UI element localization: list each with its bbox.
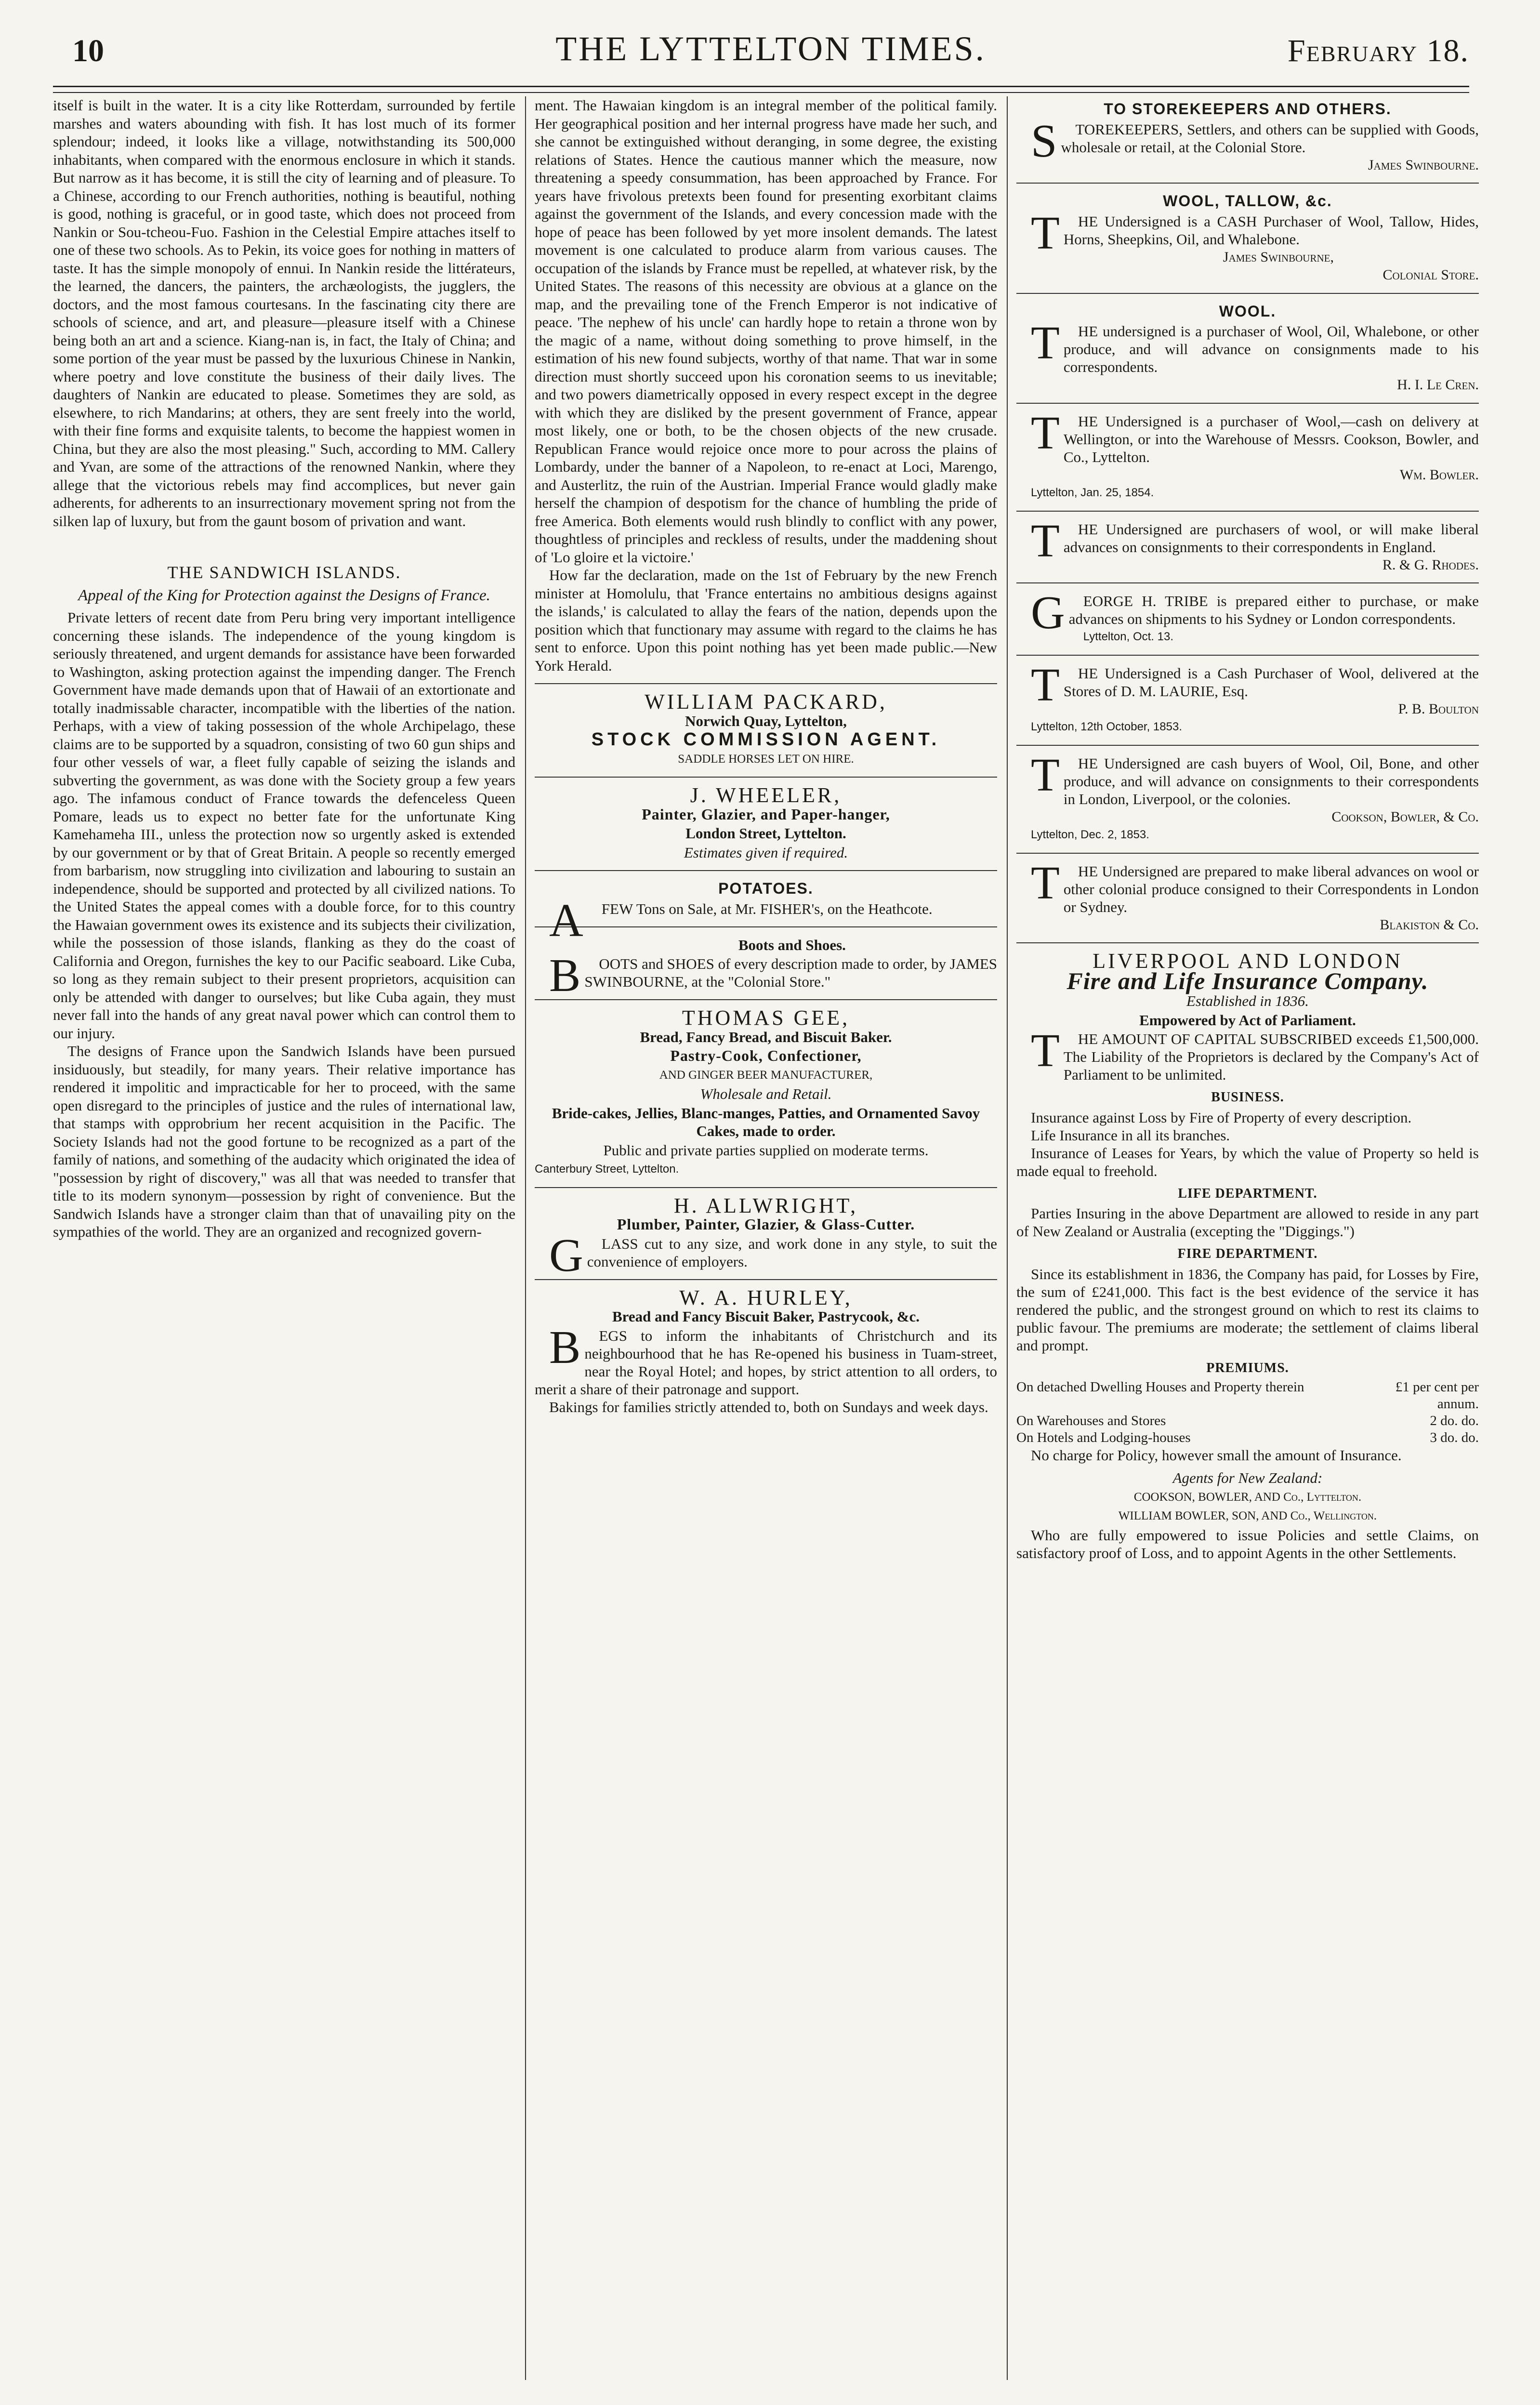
ad-heading: WOOL, TALLOW, &c. (1163, 192, 1332, 210)
closing-text: Who are fully empowered to issue Policies and settle Claims, on satisfactory proof of Loss, and to appoint Agents in the other Settlements. (1016, 1526, 1479, 1561)
ad-signature: James Swinbourne, (1223, 249, 1334, 265)
ad-insurance (1016, 949, 1479, 1562)
ad-text: HE Undersigned is a CASH Purchaser of Wool, Tallow, Hides, Horns, Sheepkins, Oil, and Whalebone. (1063, 212, 1479, 248)
ad-signature: H. I. Le Cren. (1397, 377, 1479, 393)
ad-place-date: Lyttelton, Dec. 2, 1853. (1031, 828, 1149, 841)
ad-place-date: Lyttelton, Jan. 25, 1854. (1031, 486, 1154, 499)
ad-allwright (535, 1193, 997, 1282)
ad-note: Estimates given if required. (684, 844, 848, 861)
ad-text: FEW Tons on Sale, at Mr. FISHER's, on the Heathcote. (601, 900, 933, 917)
ad-trade-3: AND GINGER BEER MANUFACTURER, (659, 1068, 873, 1082)
premium-label: On Hotels and Lodging-houses (1016, 1430, 1191, 1445)
business-item: Life Insurance in all its branches. (1031, 1126, 1230, 1144)
column-2 (535, 96, 997, 2390)
ad-text: EGS to inform the inhabitants of Christchurch and its neighbourhood that he has Re-opened his business in Tuam-street, near the Royal Hotel; and hopes, by strict attention to all orders, to merit a share of their patronage and support. (535, 1327, 997, 1398)
ad-signature: Wm. Bowler. (1399, 466, 1479, 483)
business-item: Insurance of Leases for Years, by which the value of Property so held is made equal to freehold. (1016, 1144, 1479, 1179)
drop-cap: T (1031, 857, 1060, 909)
ad-trade: Painter, Glazier, and Paper-hanger, (642, 805, 890, 823)
drop-cap: G (549, 1229, 583, 1282)
ad-signature: P. B. Boulton (1398, 700, 1479, 717)
ad-bowler (1016, 407, 1479, 502)
ad-divider (1016, 655, 1479, 656)
ad-text: HE undersigned is a purchaser of Wool, Oil, Whalebone, or other produce, and will advance on consignments made to his correspondents. (1063, 323, 1479, 375)
ad-name: W. A. HURLEY, (679, 1285, 853, 1309)
ad-text: OOTS and SHOES of every description made to order, by JAMES SWINBOURNE, at the "Colonial Store." (584, 955, 997, 990)
drop-cap: T (1031, 407, 1060, 459)
article-paragraph: ment. The Hawaian kingdom is an integral member of the political family. Her geographical position and her internal progress have made her such, and she cannot be extinguished without deranging, in some degree, the existing relations of States. Hence the cautious manner which the measure, now threatening a speedy consummation, has been approached by France. For years have frivolous pretexts been found for presenting exorbitant claims against the government of the Islands, and every concession made with the hope of peace has been followed by yet more insolent demands. The latest movement is one calculated to produce alarm from various causes. The occupation of the islands by France must be repelled, at whatever risk, by the United States. The reasons of this necessity are obvious at a glance on the map, and the prevailing tone of the French Emperor is not indicative of peace. 'The nephew of his uncle' can hardly hope to retain a throne won by the magic of a name, without doing something to prove himself, in the estimation of his new found subjects, worthy of that name. That war in some direction must shortly succeed upon his coronation seems to us inevitable; and two powers diametrically opposed in every respect except in the degree with which they are disliked by the present government of France, appear most likely, one or both, to be the chosen objects of the new crusade. Republican France would rejoice once more to pour across the plains of Lombardy, under the banner of a Napoleon, to re-enact at Loci, Marengo, and Austerlitz, the ruin of the Austrian. Imperial France would gladly make herself the champion of despotism for the chance of humbling the pride of free America. Both elements would rush blindly to conflict with any power, thoughtless of principles and reckless of results, under the maddening shout of 'Lo gloire et la victoire.' (535, 97, 997, 566)
ad-divider (1016, 582, 1479, 583)
ad-blakiston (1016, 857, 1479, 934)
ad-divider (1016, 183, 1479, 184)
ad-text: HE Undersigned is a Cash Purchaser of Wool, delivered at the Stores of D. M. LAURIE, Esq. (1063, 664, 1479, 700)
business-item: Insurance against Loss by Fire of Property of every description. (1031, 1109, 1412, 1126)
premium-rate: 3 do. do. (1430, 1430, 1479, 1445)
ad-heading: Boots and Shoes. (738, 936, 846, 953)
ad-boulton (1016, 659, 1479, 736)
newspaper-title: THE LYTTELTON TIMES. (555, 29, 986, 68)
ad-place-date: Lyttelton, 12th October, 1853. (1031, 720, 1182, 733)
ad-signature: Blakiston & Co. (1380, 916, 1479, 933)
agent-line: COOKSON, BOWLER, AND Co., Lyttelton. (1133, 1490, 1362, 1504)
ad-divider (1016, 942, 1479, 943)
premium-row (1016, 1413, 1479, 1429)
premiums-heading: PREMIUMS. (1206, 1360, 1289, 1375)
premium-row (1016, 1379, 1479, 1413)
ad-text: TOREKEEPERS, Settlers, and others can be supplied with Goods, wholesale or retail, at the Colonial Store. (1061, 120, 1479, 156)
ad-heading: TO STOREKEEPERS AND OTHERS. (1104, 100, 1392, 118)
drop-cap: T (1031, 207, 1060, 259)
life-heading: LIFE DEPARTMENT. (1178, 1186, 1317, 1201)
column-divider (525, 96, 526, 2380)
ad-note: Bakings for families strictly attended to, both on Sundays and week days. (549, 1398, 988, 1415)
ad-place-date: Lyttelton, Oct. 13. (1083, 630, 1173, 643)
article-paragraph: The designs of France upon the Sandwich Islands have been pursued insiduously, but steadily, for many years. Their relative importance has rendered it impolitic and impracticable for her to proceed, with the same open disregard to the principles of justice and the rules of international law, that stamps with opprobrium her recent acquisition in the Pacific. The Society Islands had not the good fortune to be recognized as a part of the family of nations, and something of the audacity which originated the idea of "possession by right of discovery," was all that was needed to transfer that title to its modern synonym—possession by right of convenience. But the Sandwich Islands have a stronger claim than that of unavailing pity on the sympathies of the world. They are an organized and recognized govern- (53, 1043, 515, 1240)
established-line: Established in 1836. (1186, 992, 1309, 1009)
ad-boots (535, 936, 997, 1002)
ad-gee (535, 1006, 997, 1178)
drop-cap: T (1031, 749, 1060, 801)
ad-text: HE Undersigned is a purchaser of Wool,—cash on delivery at Wellington, or into the Warehouse of Messrs. Cookson, Bowler, and Co., Lyttelton. (1063, 412, 1479, 465)
ad-storekeepers (1016, 100, 1479, 174)
ad-signature: R. & G. Rhodes. (1382, 556, 1479, 573)
section-title: THE SANDWICH ISLANDS. (167, 563, 401, 582)
ad-divider (1016, 403, 1479, 404)
ad-address: Canterbury Street, Lyttelton. (535, 1163, 679, 1176)
article-paragraph: itself is built in the water. It is a city like Rotterdam, surrounded by fertile marshes and waters abounding with fish. It has lost much of its former splendour; indeed, it looks like a village, notwithstanding its 500,000 inhabitants, when compared with the enormous enclosure in which it stands. But narrow as it has become, it is still the city of learning and of pleasure. To a Chinese, according to our French authorities, nothing is beautiful, nothing is good, nothing is graceful, or in good taste, which does not proceed from Nankin or Sou-tcheou-Fuo. Fashion in the Celestial Empire attaches itself to one of these two schools. As to Pekin, its voice goes for nothing in matters of taste. It has the simple monopoly of ennui. In Nankin reside the littérateurs, the learned, the dancers, the painters, the archæologists, the jugglers, the doctors, and the most famous courtesans. In the fascinating city there are schools of science, and art, and pleasure—pleasure itself with a Chinese being both an art and a science. Kiang-nan is, in fact, the Italy of China; and some portion of the year must be passed by the luxurious Chinese in Nankin, where poetry and love constitute the business of their daily lives. The daughters of Nankin are educated to please. Sometimes they are sold, as elsewhere, to rich Mandarins; at others, they are sent freely into the world, with their fine forms and exquisite talents, to become the happiest women in China, but they are also the most pleasing." Such, according to MM. Callery and Yvan, are some of the attractions of the renowned Nankin, where they allege that the victorious rebels may find accomplices, but never gain adherents, for adherents to an insurrectionary movement spring not from the silken lap of luxury, but from the gaunt bosom of privation and want. (53, 97, 515, 529)
section-subtitle: Appeal of the King for Protection against the Designs of France. (78, 586, 490, 604)
column-divider (1007, 96, 1008, 2380)
premium-label: On Warehouses and Stores (1016, 1413, 1166, 1428)
ad-heading: WOOL. (1219, 302, 1277, 320)
ad-name: WILLIAM PACKARD, (645, 690, 887, 714)
drop-cap: B (549, 1321, 581, 1374)
ad-rhodes (1016, 515, 1479, 574)
ad-role: STOCK COMMISSION AGENT. (591, 729, 941, 750)
masthead (72, 29, 1469, 87)
ad-name: J. WHEELER, (690, 783, 842, 807)
drop-cap: T (1031, 1025, 1060, 1077)
ad-divider (1016, 293, 1479, 294)
ad-text: HE Undersigned are purchasers of wool, or will make liberal advances on consignments to their correspondents in England. (1063, 520, 1479, 555)
ad-trade: Plumber, Painter, Glazier, & Glass-Cutter. (617, 1216, 915, 1233)
fire-heading: FIRE DEPARTMENT. (1177, 1246, 1318, 1261)
ad-divider (535, 777, 997, 778)
ad-divider (535, 1187, 997, 1188)
ad-note: Wholesale and Retail. (700, 1085, 832, 1102)
drop-cap: A (549, 894, 583, 947)
drop-cap: B (549, 950, 581, 1002)
ad-wheeler (535, 783, 997, 861)
article-paragraph: Private letters of recent date from Peru bring very important intelligence concerning these islands. The independence of the young kingdom is seriously threatened, and urgent demands for assistance have been forwarded to Washington, asking protection against the impending danger. The French Government have made demands upon that of Hawaii of an extortionate and totally inadmissable character, incompatible with the liberties of the nation. Perhaps, with a view of taking possession of the whole Archipelago, these claims are to be supported by a squadron, consisting of two 60 gun ships and four other vessels of war, a fleet fully capable of seizing the islands and subverting the government, as was done with the Society group a few years ago. The infamous conduct of France towards the defenceless Queen Pomare, leads us to expect no better fate for the unfortunate King Kamehameha III., unless the protection now so urgently asked is extended by our government or by that of Great Britain. A people so recently emerged from barbarism, now struggling into civilization and labouring to sustain an independence, should be supported and protected by all civilized nations. To the United States the appeal comes with a double force, for to this country the Hawaian government owes its existence and its subjects their civilization, while the possession of those islands, flanking as they do the coast of California and Oregon, furnishes the key to our Pacific seaboard. Like Cuba, so long as they remain subject to their present proprietors, acquisition can only be attended with danger to ourselves; but like Cuba again, they must never fall into the hands of any great naval power which can control them to our injury. (53, 609, 515, 1042)
premium-row (1016, 1429, 1479, 1446)
empowered-line: Empowered by Act of Parliament. (1139, 1011, 1356, 1029)
ad-divider (535, 870, 997, 871)
ad-parties: Public and private parties supplied on moderate terms. (603, 1141, 929, 1159)
ad-divider (535, 999, 997, 1000)
ad-name: THOMAS GEE, (682, 1006, 850, 1030)
ad-note: SADDLE HORSES LET ON HIRE. (678, 752, 854, 766)
ad-trade: Bread and Fancy Biscuit Baker, Pastrycook, &c. (612, 1308, 920, 1325)
ad-divider (535, 683, 997, 684)
drop-cap: G (1031, 587, 1065, 639)
ad-cookson (1016, 749, 1479, 844)
agents-heading: Agents for New Zealand: (1172, 1469, 1323, 1486)
ad-packard (535, 690, 997, 768)
ad-wool-tallow (1016, 192, 1479, 284)
drop-cap: T (1031, 515, 1060, 567)
company-name: Fire and Life Insurance Company. (1066, 967, 1429, 994)
ad-tribe (1016, 587, 1479, 646)
premium-rate: 2 do. do. (1430, 1413, 1479, 1428)
ad-items: Bride-cakes, Jellies, Blanc-manges, Patties, and Ornamented Savoy Cakes, made to order. (552, 1104, 980, 1139)
column-1 (53, 96, 515, 2390)
no-charge-note: No charge for Policy, however small the amount of Insurance. (1031, 1447, 1402, 1464)
issue-date: February 18. (1288, 33, 1469, 68)
article-paragraph: How far the declaration, made on the 1st of February by the new French minister at Homolulu, that 'France entertains no ambitious designs against the islands,' is calculated to allay the fears of the nation, depends upon the position which that functionary may assume with regard to the claims he has sent to enforce. Upon this point nothing has yet been made public.—New York Herald. (535, 567, 997, 674)
ad-divider (1016, 853, 1479, 854)
ad-text: HE AMOUNT OF CAPITAL SUBSCRIBED exceeds £1,500,000. The Liability of the Proprietors is declared by the Company's Act of Parliament to be unlimited. (1063, 1031, 1479, 1083)
ad-signature-2: Colonial Store. (1382, 267, 1479, 283)
ad-name: H. ALLWRIGHT, (673, 1193, 858, 1217)
ad-wool (1016, 303, 1479, 394)
ad-hurley (535, 1285, 997, 1416)
ad-text: EORGE H. TRIBE is prepared either to purchase, or make advances on shipments to his Sydney or London correspondents. (1068, 593, 1479, 627)
ad-heading: POTATOES. (718, 880, 814, 897)
agent-line: WILLIAM BOWLER, SON, AND Co., Wellington. (1118, 1509, 1377, 1522)
ad-divider (1016, 511, 1479, 512)
ad-trade: Bread, Fancy Bread, and Biscuit Baker. (640, 1028, 892, 1045)
business-heading: BUSINESS. (1211, 1090, 1284, 1105)
page-number: 10 (72, 33, 104, 68)
ad-address: London Street, Lyttelton. (685, 825, 846, 842)
ad-address: Norwich Quay, Lyttelton, (685, 712, 847, 729)
masthead-rule (53, 86, 1469, 93)
ad-text: HE Undersigned are cash buyers of Wool, Oil, Bone, and other produce, and will advance on consignments to their correspondents in London, Liverpool, or the colonies. (1063, 754, 1479, 807)
ad-heading: LIVERPOOL AND LONDON (1092, 949, 1403, 973)
ad-signature: James Swinbourne. (1368, 157, 1479, 173)
ad-trade-2: Pastry-Cook, Confectioner, (670, 1047, 862, 1064)
ad-divider (535, 926, 997, 927)
ad-divider (1016, 745, 1479, 746)
column-3 (1016, 96, 1479, 2390)
drop-cap: T (1031, 659, 1060, 711)
ad-signature: Cookson, Bowler, & Co. (1331, 808, 1479, 825)
drop-cap: S (1031, 115, 1057, 167)
life-text: Parties Insuring in the above Department are allowed to reside in any part of New Zealand or Australia (excepting the "Diggings.") (1016, 1205, 1479, 1240)
drop-cap: T (1031, 317, 1060, 369)
ad-text: LASS cut to any size, and work done in any style, to suit the convenience of employers. (587, 1235, 997, 1270)
fire-text: Since its establishment in 1836, the Company has paid, for Losses by Fire, the sum of £241,000. This fact is the best evidence of the service it has rendered the public, and the strongest ground on which to rest its claims to public favour. The premiums are moderate; the settlement of claims liberal and prompt. (1016, 1265, 1479, 1354)
premium-rate: £1 per cent per annum. (1395, 1379, 1479, 1412)
ad-text: HE Undersigned are prepared to make liberal advances on wool or other colonial produce consigned to their Correspondents in London or Sydney. (1063, 862, 1479, 915)
premium-label: On detached Dwelling Houses and Property therein (1016, 1379, 1304, 1395)
ad-divider (535, 1279, 997, 1280)
